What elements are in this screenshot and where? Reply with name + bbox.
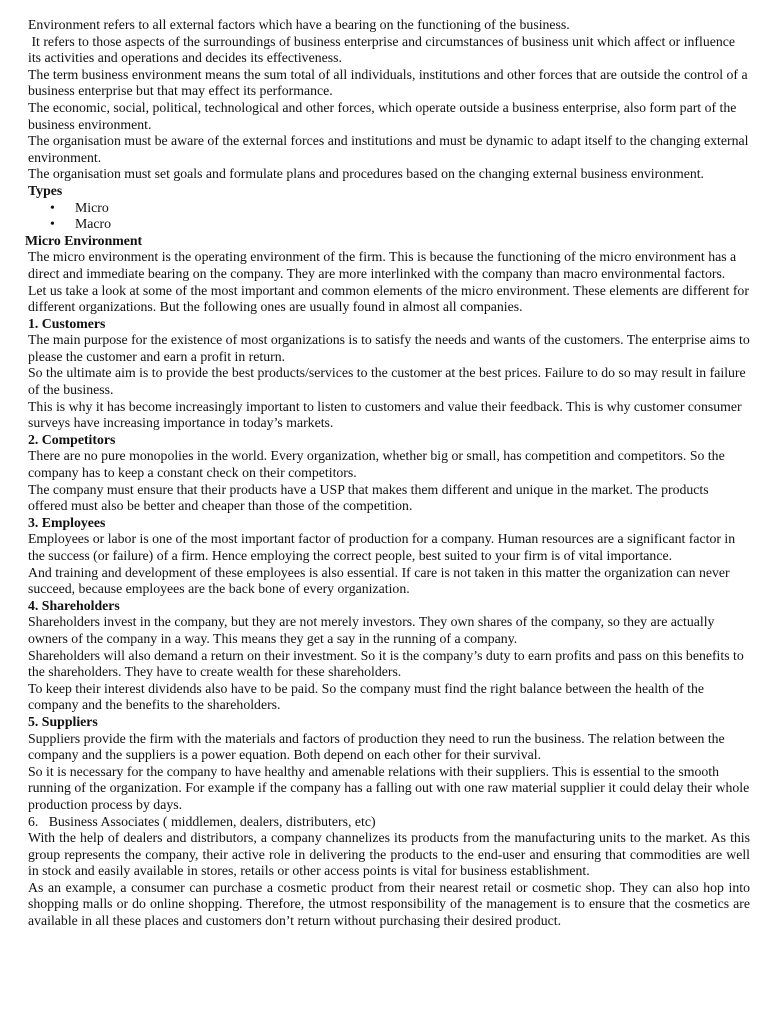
paragraph: So the ultimate aim is to provide the best products/services to the customer at the best prices. Failure to do so may result in failure of the business. xyxy=(28,365,746,398)
section-heading: 3. Employees xyxy=(28,514,106,530)
paragraph: It refers to those aspects of the surroundings of business enterprise and circumstances of business unit which affect or influence its activities and operations and decides its effectiveness. xyxy=(28,33,736,66)
paragraph: There are no pure monopolies in the world. Every organization, whether big or small, has competition and competitors. So the company has to keep a constant check on their competitors. xyxy=(28,448,725,481)
bullet-icon: • xyxy=(50,199,55,215)
paragraph: With the help of dealers and distributors, a company channelizes its products from the manufacturing units to the market. As this group represents the company, their active role in delivering the products to the end-user and ensuring that commodities are well in stock and easily available in stores, retails or other access points is vital for business establishment. xyxy=(28,830,750,879)
list-item xyxy=(28,216,750,233)
section-heading: 2. Competitors xyxy=(28,431,116,447)
bullet-icon: • xyxy=(50,216,55,232)
paragraph: 6. Business Associates ( middlemen, dealers, distributers, etc) xyxy=(28,813,376,829)
paragraph: The term business environment means the sum total of all individuals, institutions and other forces that are outside the control of a business enterprise but that may effect its performance. xyxy=(28,66,748,99)
paragraph: The organisation must set goals and formulate plans and procedures based on the changing external business environment. xyxy=(28,166,705,182)
list-item-text: Macro xyxy=(75,216,112,232)
paragraph: Shareholders will also demand a return on their investment. So it is the company’s duty to earn profits and pass on this benefits to the shareholders. They have to create wealth for these shareholders. xyxy=(28,647,744,680)
paragraph: So it is necessary for the company to have healthy and amenable relations with their suppliers. This is essential to the smooth running of the organization. For example if the company has a falling out with one raw material supplier it could delay their whole production process by days. xyxy=(28,763,750,812)
paragraph: This is why it has become increasingly important to listen to customers and value their feedback. This is why customer consumer surveys have increasing importance in today’s markets. xyxy=(28,398,742,431)
section-heading: Types xyxy=(28,182,63,198)
paragraph: Shareholders invest in the company, but they are not merely investors. They own shares of the company, so they are actually owners of the company in a way. This means they get a say in the running of a company. xyxy=(28,614,715,646)
list-item xyxy=(28,200,750,217)
paragraph: Suppliers provide the firm with the materials and factors of production they need to run the business. The relation between the company and the suppliers is a power equation. Both depend on each other for their survival. xyxy=(28,730,725,763)
paragraph: The micro environment is the operating environment of the firm. This is because the functioning of the micro environment has a direct and immediate bearing on the company. They are more interlinked with the company than macro environmental factors. xyxy=(28,249,737,281)
paragraph: Environment refers to all external factors which have a bearing on the functioning of the business. xyxy=(28,17,570,32)
list-item-text: Micro xyxy=(75,199,109,215)
paragraph: Employees or labor is one of the most important factor of production for a company. Human resources are a significant factor in the success (or failure) of a firm. Hence employing the correct people, best suited to your firm is of vital importance. xyxy=(28,531,736,563)
paragraph: Let us take a look at some of the most important and common elements of the micro environment. These elements are different for different organizations. But the following ones are usually found in almost all companies. xyxy=(28,282,749,315)
paragraph: To keep their interest dividends also have to be paid. So the company must find the right balance between the health of the company and the benefits to the shareholders. xyxy=(28,680,705,713)
section-heading: 5. Suppliers xyxy=(28,713,98,729)
section-heading: 4. Shareholders xyxy=(28,597,120,613)
paragraph: The organisation must be aware of the external forces and institutions and must be dynamic to adapt itself to the changing external environment. xyxy=(28,133,749,165)
section-heading: Micro Environment xyxy=(25,232,143,248)
paragraph: As an example, a consumer can purchase a cosmetic product from their nearest retail or cosmetic shop. They can also hop into shopping malls or do online shopping. Therefore, the utmost responsibility of the management is to ensure that the cosmetics are available in all these places and customers don’t return without purchasing their desired product. xyxy=(28,879,750,929)
section-heading: 1. Customers xyxy=(28,315,106,331)
paragraph: The company must ensure that their products have a USP that makes them different and unique in the market. The products offered must also be better and cheaper than those of the competition. xyxy=(28,481,709,514)
paragraph: The economic, social, political, technological and other forces, which operate outside a business enterprise, also form part of the business environment. xyxy=(28,99,737,132)
paragraph: And training and development of these employees is also essential. If care is not taken in this matter the organization can never succeed, because employees are the back bone of every organization. xyxy=(28,564,730,597)
paragraph: The main purpose for the existence of most organizations is to satisfy the needs and wants of the customers. The enterprise aims to please the customer and earn a profit in return. xyxy=(28,332,750,364)
